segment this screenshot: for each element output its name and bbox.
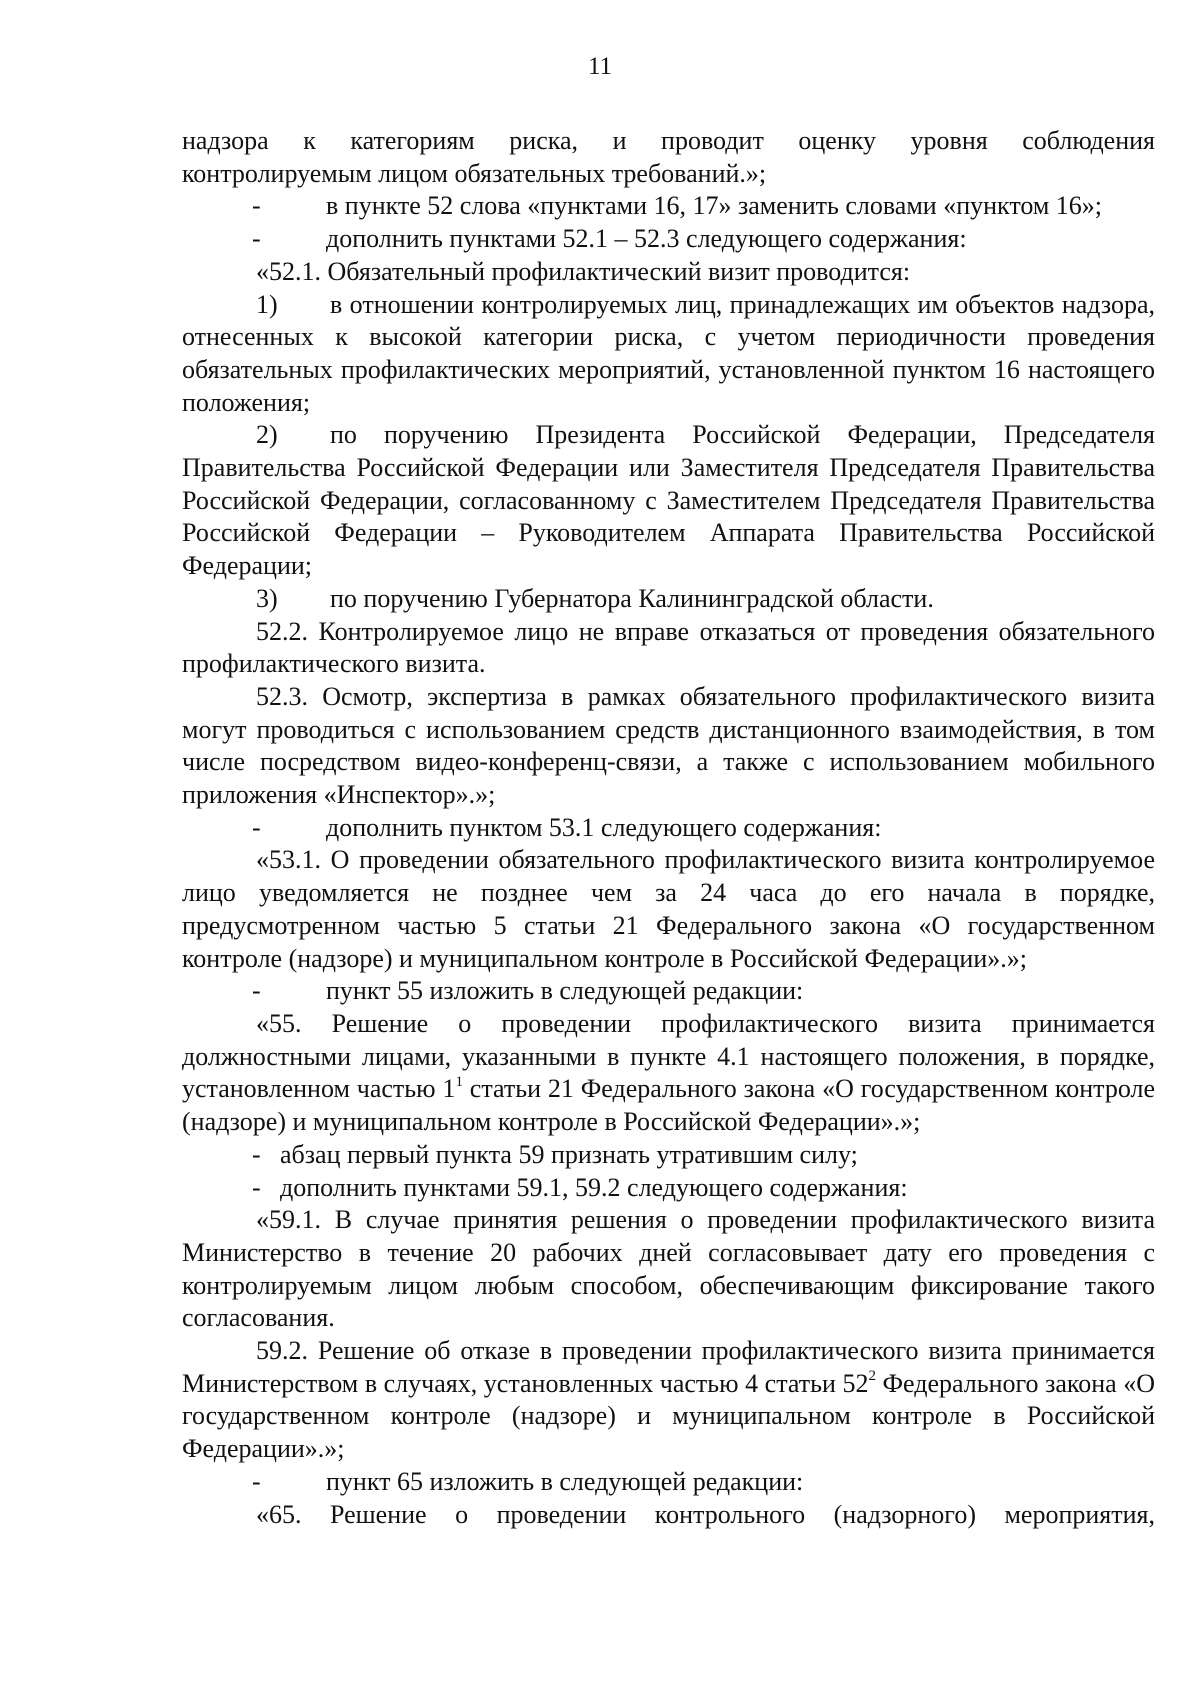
list-item-text: пункт 55 изложить в следующей редакции: xyxy=(326,976,804,1006)
list-item-text: абзац первый пункта 59 признать утратившим силу; xyxy=(280,1139,858,1169)
item-number: 2) xyxy=(256,420,278,450)
list-item-amend-55 xyxy=(182,975,1155,1008)
list-dash: - xyxy=(252,812,261,842)
paragraph-text: Федерального закона «О государственном контроле (надзоре) и муниципальном контроле в Российской Федерации».»; xyxy=(182,1368,1156,1464)
list-item-text: пункт 65 изложить в следующей редакции: xyxy=(326,1466,804,1496)
numbered-item-1 xyxy=(182,289,1155,420)
numbered-item-3 xyxy=(182,583,1155,616)
paragraph-continuation-end: контролируемым лицом обязательных требований.»; xyxy=(182,158,767,188)
list-item-amend-65 xyxy=(182,1466,1155,1499)
list-item-add-52-1 xyxy=(182,223,1155,256)
paragraph-52-1: «52.1. Обязательный профилактический визит проводится: xyxy=(256,256,911,286)
list-item-amend-52 xyxy=(182,190,1155,223)
superscript: 2 xyxy=(868,1368,876,1385)
paragraph-continuation: надзора к категориям риска, и проводит оценку уровня соблюдения xyxy=(182,126,1155,155)
list-dash: - xyxy=(252,1466,261,1496)
paragraph-65: «65. Решение о проведении контрольного (надзорного) мероприятия, xyxy=(256,1499,1155,1529)
list-item-text: дополнить пунктами 52.1 – 52.3 следующего содержания: xyxy=(326,224,967,254)
document-body xyxy=(182,125,1155,1531)
paragraph-text: 59.2. Решение об отказе в проведении профилактического визита принимается Министерством в случаях, установленных частью 4 статьи 52 xyxy=(182,1336,1155,1398)
list-item-text: в пункте 52 слова «пунктами 16, 17» заменить словами «пунктом 16»; xyxy=(326,191,1103,221)
paragraph-52-3: 52.3. Осмотр, экспертиза в рамках обязательного профилактического визита могут проводиться с использованием средств дистанционного взаимодействия, в том числе посредством видео-конференц-связи, а также с использованием мобильного приложения «Инспектор».»; xyxy=(182,681,1155,810)
item-number: 3) xyxy=(256,583,278,613)
numbered-item-2 xyxy=(182,419,1155,583)
paragraph-59-1: «59.1. В случае принятия решения о проведении профилактического визита Министерство в течение 20 рабочих дней согласовывает дату его проведения с контролируемым лицом любым способом, обеспечивающим фиксирование такого согласования. xyxy=(182,1205,1155,1333)
list-dash: - xyxy=(252,191,261,221)
list-dash: - xyxy=(252,976,261,1006)
list-dash: - xyxy=(252,224,261,254)
paragraph-text: статьи 21 Федерального закона «О государственном контроле (надзоре) и муниципальном контроле в Российской Федерации».»; xyxy=(182,1074,1155,1137)
item-text: в отношении контролируемых лиц, принадлежащих им объектов надзора, отнесенных к высокой категории риска, с учетом периодичности проведения обязательных профилактических мероприятий, установленной пунктом 16 настоящего положения; xyxy=(182,289,1155,417)
superscript: 1 xyxy=(455,1073,463,1090)
list-dash: - xyxy=(252,1139,261,1169)
list-item-text: дополнить пунктами 59.1, 59.2 следующего содержания: xyxy=(280,1172,908,1202)
list-item-add-53-1 xyxy=(182,812,1155,845)
paragraph-55 xyxy=(182,1008,1155,1139)
item-text: по поручению Президента Российской Федерации, Председателя Правительства Российской Федерации или Заместителя Председателя Правительства Российской Федерации, согласованному с Заместителем Председателя Правительства Российской Федерации – Руководителем Аппарата Правительства Российской Федерации; xyxy=(182,420,1155,581)
item-text: по поручению Губернатора Калининградской области. xyxy=(330,583,934,613)
list-item-add-59-1 xyxy=(182,1172,1155,1205)
item-number: 1) xyxy=(256,289,278,319)
paragraph-text: «55. Решение о проведении профилактического визита принимается должностными лицами, указанными в пункте 4.1 настоящего положения, в порядке, установленном частью 1 xyxy=(182,1008,1155,1104)
paragraph-52-2: 52.2. Контролируемое лицо не вправе отказаться от проведения обязательного профилактического визита. xyxy=(182,616,1155,679)
list-dash: - xyxy=(252,1172,261,1202)
paragraph-53-1: «53.1. О проведении обязательного профилактического визита контролируемое лицо уведомляется не позднее чем за 24 часа до его начала в порядке, предусмотренном частью 5 статьи 21 Федерального закона «О государственном контроле (надзоре) и муниципальном контроле в Российской Федерации».»; xyxy=(182,845,1155,973)
list-item-repeal-59 xyxy=(182,1139,1155,1172)
paragraph-59-2 xyxy=(182,1335,1155,1466)
page-number: 11 xyxy=(587,53,613,80)
list-item-text: дополнить пунктом 53.1 следующего содержания: xyxy=(326,812,882,842)
